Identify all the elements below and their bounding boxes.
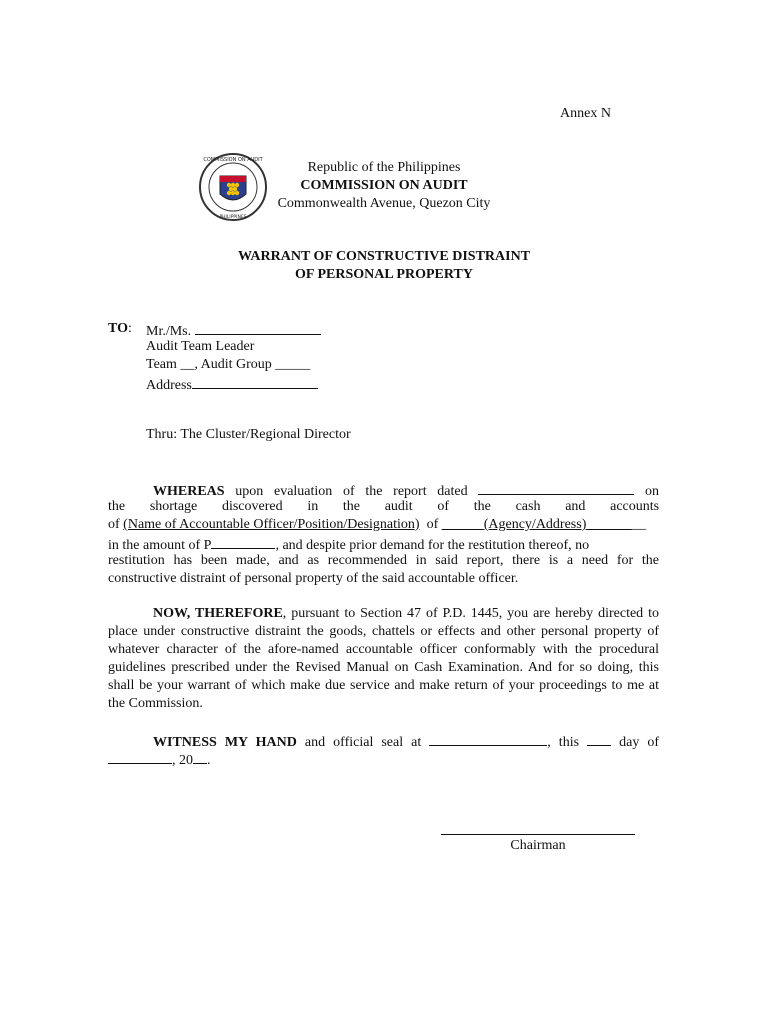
header-republic: Republic of the Philippines [307,160,461,175]
addressee-address-label: Address [146,378,192,393]
witness-lead: WITNESS MY HAND [153,735,297,750]
header-address: Commonwealth Avenue, Quezon City [277,196,491,211]
paragraph-whereas: WHEREAS upon evaluation of the report dated on the shortage discovered in the audit of the cash and accounts of (Name of Accountable Officer/Position/Designation) of (Agency/Address) __ in the amount of P , and despite prior demand for the restitution thereof, no restitution has been made, and as recommended in said report, there is a need for the constructive distraint of personal property of the said accountable officer. [108,480,659,588]
addressee-position: Audit Team Leader [146,339,255,354]
now-therefore-lead: NOW, THEREFORE [153,606,283,621]
document-title-line2: OF PERSONAL PROPERTY [295,267,473,282]
amount-blank[interactable] [211,534,275,549]
addressee-block: TO: Mr./Ms. Audit Team Leader Team __, Audit Group _____ Address [108,320,146,338]
coa-seal-icon [198,152,268,222]
paragraph-witness: WITNESS MY HAND and official seal at , this day of , 20 . [108,731,659,767]
svg-text:COMMISSION ON AUDIT: COMMISSION ON AUDIT [203,157,263,163]
month-blank[interactable] [108,749,172,764]
signature-line[interactable] [441,834,635,835]
agency-address-field[interactable]: (Agency/Address) [483,517,587,532]
document-title-line1: WARRANT OF CONSTRUCTIVE DISTRAINT [237,249,531,264]
year-blank[interactable] [193,749,207,764]
paragraph-now-therefore: NOW, THEREFORE, pursuant to Section 47 of P.D. 1445, you are hereby directed to place under constructive distraint the goods, chattels or effects and other personal property of whatever character of the afore-named accountable officer conformably with the procedural guidelines prescribed under the Revised Manual on Cash Examination. And for so doing, this shall be your warrant of which make due service and make return of your proceedings to me at the Commission. [108,606,659,711]
addressee-prefix: Mr./Ms. [146,324,192,339]
accountable-officer-field[interactable]: (Name of Accountable Officer/Position/Designation) [123,517,420,532]
report-date-blank[interactable] [478,480,634,495]
signatory-title: Chairman [510,838,566,853]
addressee-address-blank[interactable] [192,374,318,389]
annex-label: Annex N [560,106,611,121]
place-blank[interactable] [429,731,547,746]
day-blank[interactable] [587,731,611,746]
svg-text:PHILIPPINES: PHILIPPINES [219,215,247,220]
header-commission: COMMISSION ON AUDIT [300,178,468,193]
thru-line: Thru: The Cluster/Regional Director [146,427,351,442]
addressee-name-blank[interactable] [195,320,321,335]
addressee-team: Team __, Audit Group _____ [146,357,311,372]
whereas-lead: WHEREAS [153,484,225,499]
to-label: TO [108,321,128,336]
